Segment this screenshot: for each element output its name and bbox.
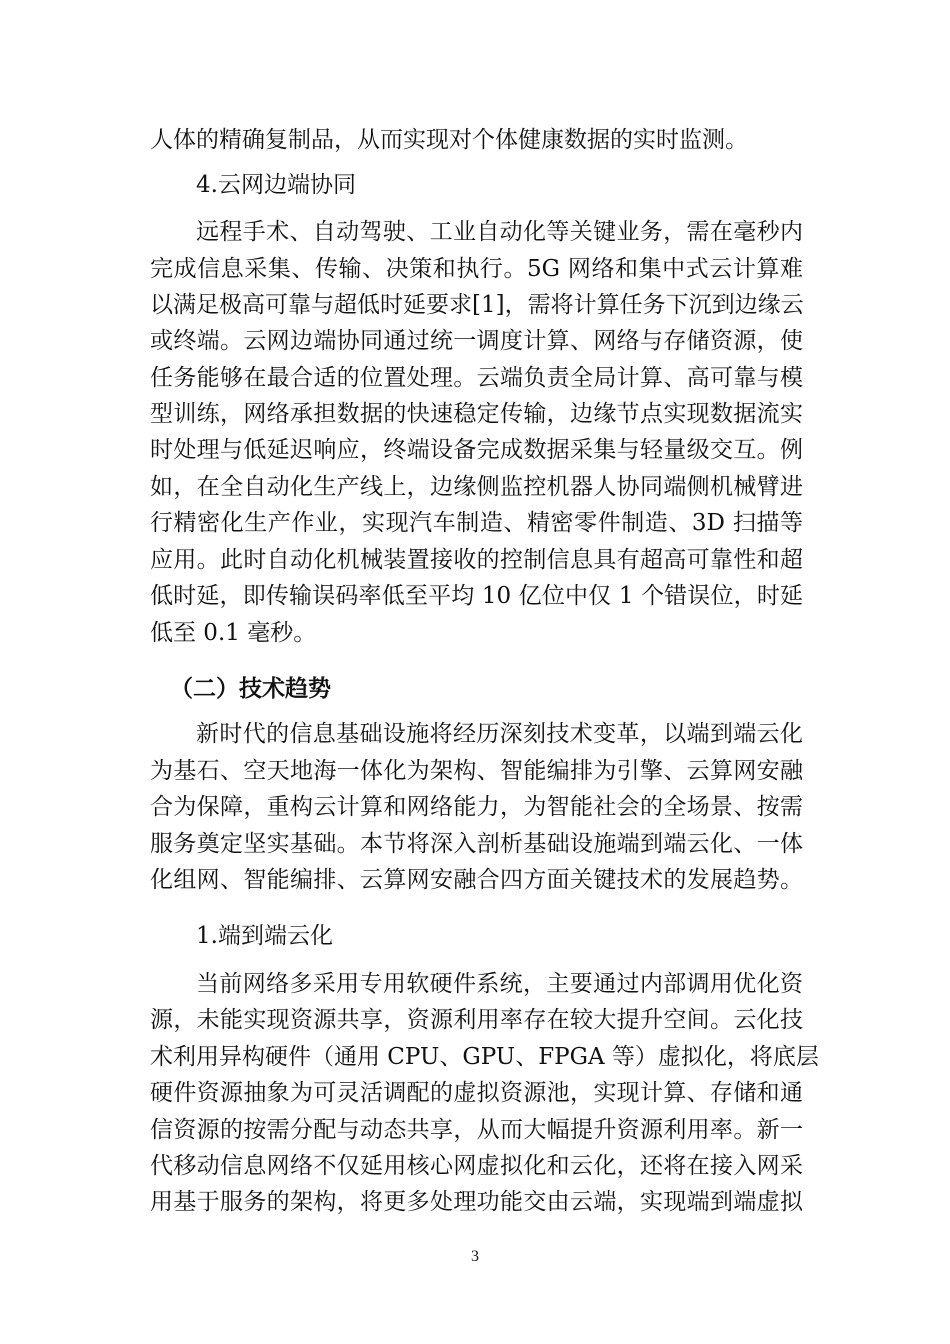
section-heading: 1.端到端云化 [196,923,333,949]
paragraph-line: 代移动信息网络不仅延用核心网虚拟化和云化，还将在接入网采 [150,1153,803,1179]
section-heading: （二）技术趋势 [170,675,331,702]
paragraph-line: 时处理与低延迟响应，终端设备完成数据采集与轻量级交互。例 [150,437,803,463]
paragraph-line: 应用。此时自动化机械装置接收的控制信息具有超高可靠性和超 [150,547,803,573]
paragraph-line: 源，未能实现资源共享，资源利用率存在较大提升空间。云化技 [150,1007,803,1033]
paragraph-line: 当前网络多采用专用软硬件系统，主要通过内部调用优化资 [196,971,803,997]
paragraph-line: 低时延，即传输误码率低至平均 10 亿位中仅 1 个错误位，时延 [150,583,803,609]
paragraph-line: 术利用异构硬件（通用 CPU、GPU、FPGA 等）虚拟化，将底层 [150,1044,819,1070]
paragraph-line: 远程手术、自动驾驶、工业自动化等关键业务，需在毫秒内 [196,219,803,245]
paragraph-line: 信资源的按需分配与动态共享，从而大幅提升资源利用率。新一 [150,1117,803,1143]
paragraph-line: 以满足极高可靠与超低时延要求[1]，需将计算任务下沉到边缘云 [150,292,804,318]
paragraph-line: 服务奠定坚实基础。本节将深入剖析基础设施端到端云化、一体 [150,831,803,857]
paragraph-line: 完成信息采集、传输、决策和执行。5G 网络和集中式云计算难 [150,256,803,282]
paragraph-line: 新时代的信息基础设施将经历深刻技术变革，以端到端云化 [196,721,803,747]
paragraph-line: 或终端。云网边端协同通过统一调度计算、网络与存储资源，使 [150,328,803,354]
paragraph-line: 低至 0.1 毫秒。 [150,620,317,646]
paragraph-line: 如，在全自动化生产线上，边缘侧监控机器人协同端侧机械臂进 [150,474,803,500]
paragraph-line: 为基石、空天地海一体化为架构、智能编排为引擎、云算网安融 [150,758,803,784]
paragraph-line: 用基于服务的架构，将更多处理功能交由云端，实现端到端虚拟 [150,1189,803,1215]
paragraph-line: 合为保障，重构云计算和网络能力，为智能社会的全场景、按需 [150,794,803,820]
section-heading: 4.云网边端协同 [196,172,356,198]
page-number: 3 [471,1248,479,1265]
paragraph-line: 化组网、智能编排、云算网安融合四方面关键技术的发展趋势。 [150,867,803,893]
paragraph-line: 行精密化生产作业，实现汽车制造、精密零件制造、3D 扫描等 [150,510,803,536]
paragraph-line: 型训练，网络承担数据的快速稳定传输，边缘节点实现数据流实 [150,401,803,427]
paragraph-line: 任务能够在最合适的位置处理。云端负责全局计算、高可靠与模 [150,365,803,391]
paragraph-line: 人体的精确复制品，从而实现对个体健康数据的实时监测。 [150,127,748,153]
paragraph-line: 硬件资源抽象为可灵活调配的虚拟资源池，实现计算、存储和通 [150,1080,803,1106]
